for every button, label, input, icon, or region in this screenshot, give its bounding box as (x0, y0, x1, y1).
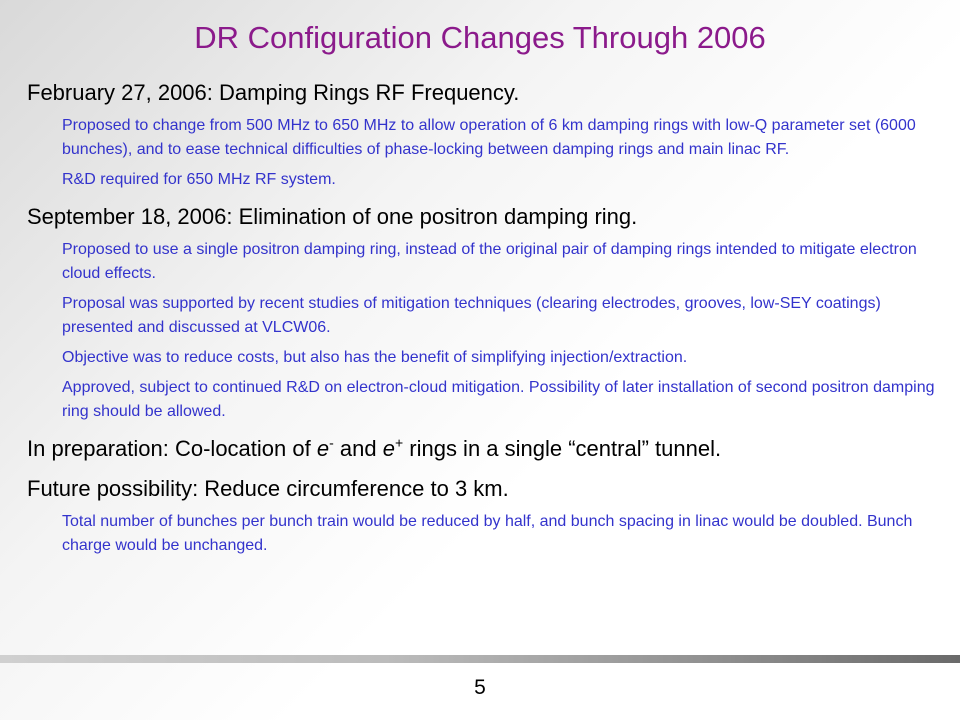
positron-symbol: e (382, 436, 395, 461)
bullet-text: Proposed to use a single positron damping ring, instead of the original pair of damping rings intended to mitigate electron cloud effects. (62, 241, 917, 282)
section-heading (27, 434, 937, 464)
section-colocation (27, 434, 937, 464)
heading-part: In preparation: Co-location of (27, 436, 317, 461)
section-heading: February 27, 2006: Damping Rings RF Frequency. (27, 80, 520, 105)
heading-part: and (333, 436, 383, 461)
bullet-text: R&D required for 650 MHz RF system. (62, 171, 336, 188)
plus-superscript: + (394, 434, 404, 451)
bullet-text: Objective was to reduce costs, but also has the benefit of simplifying injection/extraction. (62, 349, 688, 366)
section-circumference (27, 474, 937, 558)
bullet-text: Proposed to change from 500 MHz to 650 MHz to allow operation of 6 km damping rings with low-Q parameter set (6000 bunches), and to ease technical difficulties of phase-locking between damping rings and main linac RF. (62, 117, 916, 158)
section-positron-ring (27, 202, 937, 424)
minus-superscript: - (329, 434, 334, 451)
bullet-text: Proposal was supported by recent studies of mitigation techniques (clearing electrodes, grooves, low-SEY coatings) presented and discussed at VLCW06. (62, 295, 881, 336)
section-heading: Future possibility: Reduce circumference to 3 km. (27, 476, 509, 501)
footer-divider (0, 655, 960, 663)
electron-symbol: e (316, 436, 330, 461)
slide-title: DR Configuration Changes Through 2006 (194, 20, 766, 55)
page-number: 5 (474, 676, 486, 699)
heading-part: rings in a single “central” tunnel. (403, 436, 722, 461)
bullet-text: Approved, subject to continued R&D on electron-cloud mitigation. Possibility of later installation of second positron damping ring should be allowed. (62, 379, 935, 420)
section-heading: September 18, 2006: Elimination of one positron damping ring. (27, 204, 638, 229)
section-rf-frequency (27, 78, 937, 192)
slide-content (27, 78, 937, 568)
bullet-text: Total number of bunches per bunch train would be reduced by half, and bunch spacing in linac would be doubled. Bunch charge would be unchanged. (62, 513, 913, 554)
